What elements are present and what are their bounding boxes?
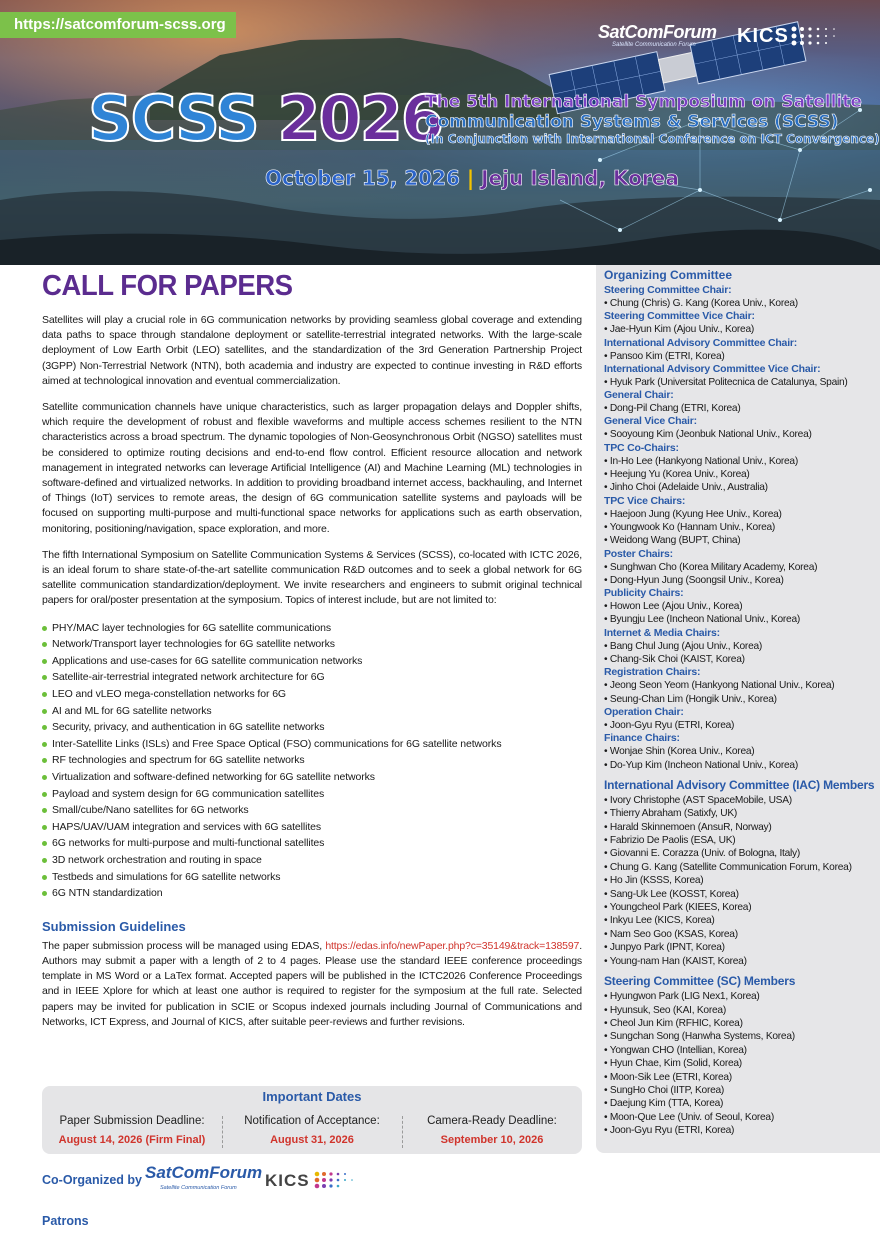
topic-item: HAPS/UAV/UAM integration and services with 6G satellites xyxy=(42,819,582,836)
committee-member: • Weidong Wang (BUPT, China) xyxy=(604,534,880,547)
iac-member: • Fabrizio De Paolis (ESA, UK) xyxy=(604,834,880,847)
topic-item: 6G networks for multi-purpose and multi-functional satellites xyxy=(42,835,582,852)
committee-role: Poster Chairs: xyxy=(604,547,673,560)
committee-role: Operation Chair: xyxy=(604,705,684,718)
sc-member: • Daejung Kim (TTA, Korea) xyxy=(604,1097,880,1110)
committee-member: • Byungju Lee (Incheon National Univ., Korea) xyxy=(604,613,880,626)
date-notification xyxy=(222,1115,402,1146)
committee-role: Steering Committee Vice Chair: xyxy=(604,310,755,323)
topics-list xyxy=(42,620,582,902)
committee-member: • Pansoo Kim (ETRI, Korea) xyxy=(604,350,880,363)
date-label: Camera-Ready Deadline: xyxy=(427,1115,557,1127)
committee-member: • Youngwook Ko (Hannam Univ., Korea) xyxy=(604,521,880,534)
committee-role: General Chair: xyxy=(604,389,674,402)
sc-member: • Cheol Jun Kim (RFHIC, Korea) xyxy=(604,1017,880,1030)
event-year: 2026 xyxy=(277,82,442,155)
iac-member: • Nam Seo Goo (KSAS, Korea) xyxy=(604,928,880,941)
committee-member: • Haejoon Jung (Kyung Hee Univ., Korea) xyxy=(604,508,880,521)
date-value: August 31, 2026 xyxy=(270,1134,354,1146)
topic-item: PHY/MAC layer technologies for 6G satellite communications xyxy=(42,620,582,637)
date-value: September 10, 2026 xyxy=(440,1134,544,1146)
topic-item: 3D network orchestration and routing in space xyxy=(42,852,582,869)
date-value: August 14, 2026 (Firm Final) xyxy=(58,1134,206,1146)
topic-item: RF technologies and spectrum for 6G satellite networks xyxy=(42,752,582,769)
sc-members-heading: Steering Committee (SC) Members xyxy=(604,974,796,989)
topic-item: Testbeds and simulations for 6G satellite networks xyxy=(42,869,582,886)
date-camera-ready xyxy=(402,1115,582,1146)
committee-role: Steering Committee Chair: xyxy=(604,284,732,296)
event-location: Jeju Island, Korea xyxy=(481,166,679,190)
topic-item: Virtualization and software-defined networking for 6G satellite networks xyxy=(42,769,582,786)
call-for-papers-section xyxy=(42,270,582,1041)
topic-item: AI and ML for 6G satellite networks xyxy=(42,703,582,720)
call-for-papers-heading: CALL FOR PAPERS xyxy=(42,270,293,302)
committee-role: Publicity Chairs: xyxy=(604,587,684,600)
kics-logo: KICS xyxy=(737,25,789,47)
committee-member: • Jeong Seon Yeom (Hankyong National Univ., Korea) xyxy=(604,679,880,692)
iac-member: • Young-nam Han (KAIST, Korea) xyxy=(604,955,880,968)
iac-member: • Youngcheol Park (KIEES, Korea) xyxy=(604,901,880,914)
sc-member: • Hyunsuk, Seo (KAI, Korea) xyxy=(604,1004,880,1017)
date-label: Paper Submission Deadline: xyxy=(59,1115,205,1127)
satcomforum-logo-footer-subtitle: Satellite Communication Forum xyxy=(160,1185,237,1191)
topic-item: Payload and system design for 6G communication satellites xyxy=(42,786,582,803)
kics-dots-footer-icon xyxy=(313,1170,363,1190)
submission-text-start: The paper submission process will be managed using EDAS, xyxy=(42,939,326,952)
iac-member: • Sang-Uk Lee (KOSST, Korea) xyxy=(604,888,880,901)
committee-role: TPC Vice Chairs: xyxy=(604,494,686,507)
event-acronym: SCSS xyxy=(88,82,258,155)
topic-item: Inter-Satellite Links (ISLs) and Free Space Optical (FSO) communications for 6G satellite networks xyxy=(42,736,582,753)
date-paper-submission xyxy=(42,1115,222,1146)
iac-member: • Ivory Christophe (AST SpaceMobile, USA) xyxy=(604,794,880,807)
committee-role: International Advisory Committee Vice Chair: xyxy=(604,362,821,375)
patrons-label: Patrons xyxy=(42,1214,89,1228)
iac-member: • Harald Skinnemoen (AnsuR, Norway) xyxy=(604,821,880,834)
hero-banner xyxy=(0,0,880,265)
committee-member: • Dong-Pil Chang (ETRI, Korea) xyxy=(604,402,880,415)
important-dates-box xyxy=(42,1086,582,1154)
submission-guidelines-heading: Submission Guidelines xyxy=(42,918,186,934)
organizing-committee-panel xyxy=(596,265,880,1153)
topic-item: LEO and vLEO mega-constellation networks for 6G xyxy=(42,686,582,703)
topic-item: Security, privacy, and authentication in 6G satellite networks xyxy=(42,719,582,736)
committee-member: • Howon Lee (Ajou Univ., Korea) xyxy=(604,600,880,613)
committee-member: • Hyuk Park (Universitat Politecnica de Catalunya, Spain) xyxy=(604,376,880,389)
intro-paragraph-3: The fifth International Symposium on Satellite Communication Systems & Services (SCSS), co-located with ICTC 2026, is an ideal forum to share state-of-the-art satellite communication R&D outcomes and to seek a global network for 6G satellite communication standardization/deployment. We invite researchers and engineers to submit original technical papers for oral/poster presentation at the symposium. Topics of interest include, but are not limited to: xyxy=(42,548,582,607)
committee-member: • Dong-Hyun Jung (Soongsil Univ., Korea) xyxy=(604,574,880,587)
satcomforum-logo-footer: SatComForum xyxy=(145,1163,263,1182)
committee-member: • Jae-Hyun Kim (Ajou Univ., Korea) xyxy=(604,323,880,336)
event-date: October 15, 2026 xyxy=(265,166,460,190)
sc-member: • Moon-Que Lee (Univ. of Seoul, Korea) xyxy=(604,1111,880,1124)
committee-member: • Seung-Chan Lim (Hongik Univ., Korea) xyxy=(604,693,880,706)
committee-member: • Heejung Yu (Korea Univ., Korea) xyxy=(604,468,880,481)
committee-member: • In-Ho Lee (Hankyong National Univ., Korea) xyxy=(604,455,880,468)
committee-member: • Joon-Gyu Ryu (ETRI, Korea) xyxy=(604,719,880,732)
committee-role: Internet & Media Chairs: xyxy=(604,626,720,639)
committee-member: • Wonjae Shin (Korea Univ., Korea) xyxy=(604,745,880,758)
event-title-line-1: The 5th International Symposium on Satellite xyxy=(425,92,862,112)
iac-member: • Giovanni E. Corazza (Univ. of Bologna, Italy) xyxy=(604,847,880,860)
topic-item: 6G NTN standardization xyxy=(42,885,582,902)
committee-role: General Vice Chair: xyxy=(604,415,697,428)
committee-member: • Do-Yup Kim (Incheon National Univ., Korea) xyxy=(604,759,880,772)
sc-member: • SungHo Choi (IITP, Korea) xyxy=(604,1084,880,1097)
topic-item: Satellite-air-terrestrial integrated network architecture for 6G xyxy=(42,669,582,686)
co-organized-label: Co-Organized by xyxy=(42,1173,143,1187)
committee-member: • Chang-Sik Choi (KAIST, Korea) xyxy=(604,653,880,666)
iac-member: • Chung G. Kang (Satellite Communication Forum, Korea) xyxy=(604,861,880,874)
event-acronym-title xyxy=(88,84,442,154)
iac-members-heading: International Advisory Committee (IAC) Members xyxy=(604,777,875,792)
organizing-committee-heading: Organizing Committee xyxy=(604,268,733,282)
committee-role: Finance Chairs: xyxy=(604,732,680,745)
committee-member: • Jinho Choi (Adelaide Univ., Australia) xyxy=(604,481,880,494)
kics-dots-icon xyxy=(790,25,840,47)
satcomforum-logo-subtitle: Satellite Communication Forum xyxy=(612,42,696,48)
event-date-location xyxy=(265,166,679,190)
topic-item: Applications and use-cases for 6G satellite communication networks xyxy=(42,653,582,670)
sc-member: • Hyungwon Park (LIG Nex1, Korea) xyxy=(604,990,880,1003)
committee-member: • Bang Chul Jung (Ajou Univ., Korea) xyxy=(604,640,880,653)
sc-member: • Yongwan CHO (Intellian, Korea) xyxy=(604,1044,880,1057)
iac-member: • Junpyo Park (IPNT, Korea) xyxy=(604,941,880,954)
iac-member: • Thierry Abraham (Satixfy, UK) xyxy=(604,807,880,820)
event-title-line-2: Communication Systems & Services (SCSS) xyxy=(425,112,839,132)
committee-member: • Sunghwan Cho (Korea Military Academy, Korea) xyxy=(604,561,880,574)
committee-role: TPC Co-Chairs: xyxy=(604,441,679,454)
date-label: Notification of Acceptance: xyxy=(244,1115,380,1127)
topic-item: Network/Transport layer technologies for 6G satellite networks xyxy=(42,636,582,653)
edas-submission-link[interactable]: https://edas.info/newPaper.php?c=35149&track=138597 xyxy=(325,939,580,952)
event-title-line-3: (In Conjunction with International Conference on ICT Convergence) xyxy=(425,132,880,146)
committee-role: Registration Chairs: xyxy=(604,666,701,679)
topic-item: Small/cube/Nano satellites for 6G networks xyxy=(42,802,582,819)
iac-member: • Inkyu Lee (KICS, Korea) xyxy=(604,914,880,927)
committee-member: • Chung (Chris) G. Kang (Korea Univ., Korea) xyxy=(604,297,880,310)
date-separator: | xyxy=(466,166,475,190)
submission-guidelines-text xyxy=(42,939,582,1030)
sc-member: • Sungchan Song (Hanwha Systems, Korea) xyxy=(604,1030,880,1043)
intro-paragraph-2: Satellite communication channels have unique characteristics, such as larger propagation delays and Doppler shifts, which require the development of robust and flexible waveforms and multiple access schemes resilient to the NTN characteristics across a broad spectrum. The dynamic topologies of Non-Geosynchronous Orbit (NGSO) satellites must be considered to optimize routing decisions and end-to-end flow control. Efficient resource allocation and network management in integrated networks can leverage Artificial Intelligence (AI) and Machine Learning (ML) technologies in software-defined and virtualized networks. In addition to providing broadband internet access, backhauling, and Internet of Things (IoT) services to remote areas, the design of 6G communication satellite systems and payloads will be focused on supporting multi-purpose and multi-functional space networks for applications such as earth observation, monitoring, positioning/navigation, space exploration, and more. xyxy=(42,401,582,535)
kics-logo-footer: KICS xyxy=(265,1171,310,1190)
satcomforum-logo: SatComForum xyxy=(598,22,717,42)
important-dates-heading: Important Dates xyxy=(262,1089,362,1104)
submission-text-end: . Authors may submit a paper with a length of 2 to 4 pages. Please use the standard IEEE conference proceedings template in MS Word or a LaTex format. Accepted papers will be published in the ICTC2026 Conference Proceedings and in IEEE Xplore for which at least one author is required to register for the symposium at the full rate. Selected papers may be invited for publication in SCIE or Scopus indexed journals including Journal of Communications and Networks, ICT Express, and Journal of KICS, after suitable peer-reviews and further revisions. xyxy=(42,939,582,1028)
website-url[interactable]: https://satcomforum-scss.org xyxy=(0,12,236,38)
event-full-title xyxy=(425,92,880,147)
sc-member: • Moon-Sik Lee (ETRI, Korea) xyxy=(604,1071,880,1084)
committee-role: International Advisory Committee Chair: xyxy=(604,336,798,349)
sc-member: • Hyun Chae, Kim (Solid, Korea) xyxy=(604,1057,880,1070)
intro-paragraph-1: Satellites will play a crucial role in 6G communication networks by providing seamless global coverage and extending data paths to space through standalone deployment or satellite-terrestrial integrated networks. With the large-scale deployment of Low Earth Orbit (LEO) satellites, and the standardization of the 3rd Generation Partnership Project (3GPP) Non-Terrestrial Network (NTN), both academia and industry are expected to continue investing in R&D efforts aimed at technological innovation and eventual commercialization. xyxy=(42,314,582,387)
iac-member: • Ho Jin (KSSS, Korea) xyxy=(604,874,880,887)
committee-member: • Sooyoung Kim (Jeonbuk National Univ., Korea) xyxy=(604,428,880,441)
sc-member: • Joon-Gyu Ryu (ETRI, Korea) xyxy=(604,1124,880,1137)
